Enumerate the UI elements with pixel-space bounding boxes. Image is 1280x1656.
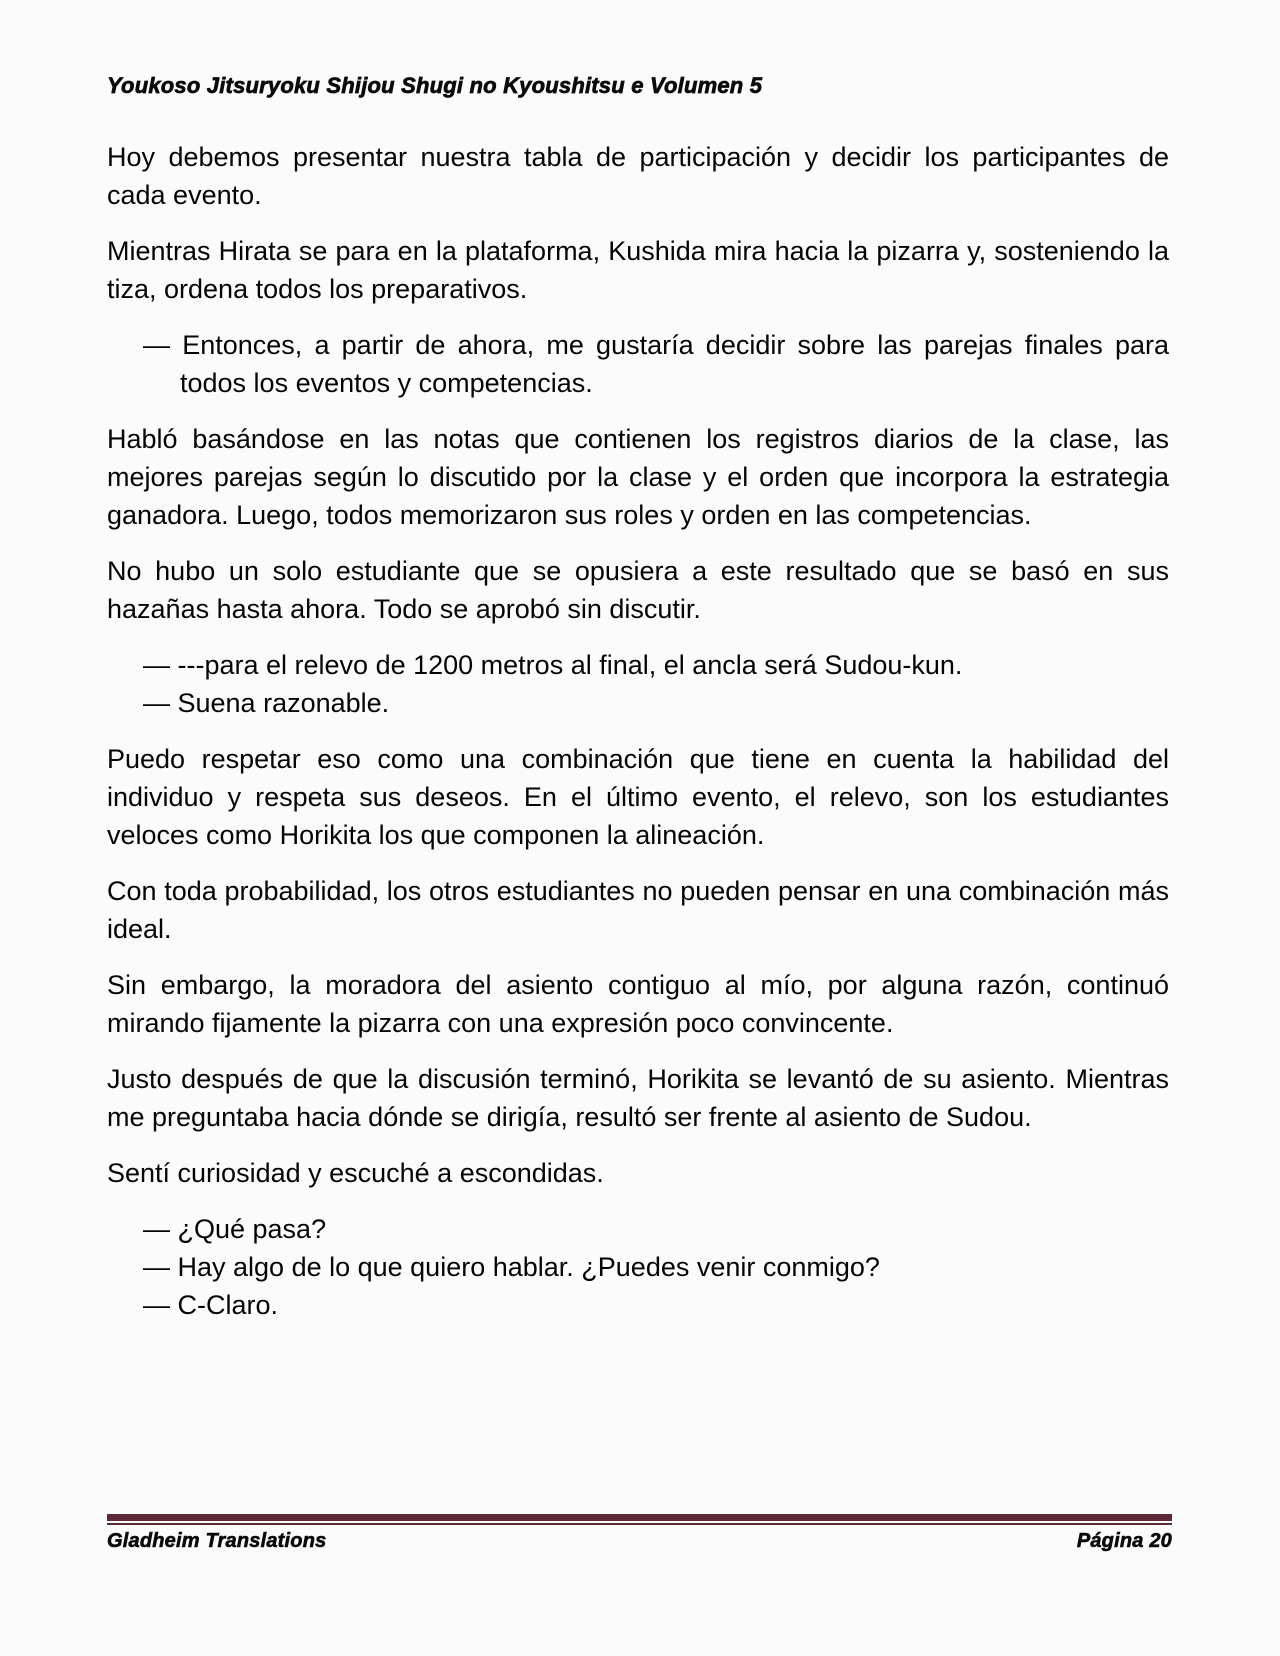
document-header-title: Youkoso Jitsuryoku Shijou Shugi no Kyoushitsu e Volumen 5: [107, 73, 763, 98]
paragraph: No hubo un solo estudiante que se opusiera a este resultado que se basó en sus hazañas hasta ahora. Todo se aprobó sin discutir.: [107, 556, 1169, 624]
dialogue-group: [107, 1210, 1169, 1324]
document-body: [107, 138, 1169, 1342]
paragraph: Sin embargo, la moradora del asiento contiguo al mío, por alguna razón, continuó mirando fijamente la pizarra con una expresión poco convincente.: [107, 970, 1169, 1038]
dialogue-line: — Hay algo de lo que quiero hablar. ¿Puedes venir conmigo?: [143, 1252, 880, 1282]
footer-rule-thick: [107, 1514, 1172, 1521]
dialogue-line: — C-Claro.: [143, 1290, 279, 1320]
dialogue-line: — ---para el relevo de 1200 metros al final, el ancla será Sudou-kun.: [143, 650, 963, 680]
paragraph: Justo después de que la discusión terminó, Horikita se levantó de su asiento. Mientras me preguntaba hacia dónde se dirigía, resultó ser frente al asiento de Sudou.: [107, 1064, 1169, 1132]
dialogue-group: [107, 646, 1169, 722]
paragraph: Mientras Hirata se para en la plataforma, Kushida mira hacia la pizarra y, sosteniendo la tiza, ordena todos los preparativos.: [107, 236, 1169, 304]
paragraph: Hoy debemos presentar nuestra tabla de participación y decidir los participantes de cada evento.: [107, 142, 1169, 210]
paragraph: Puedo respetar eso como una combinación que tiene en cuenta la habilidad del individuo y respeta sus deseos. En el último evento, el relevo, son los estudiantes veloces como Horikita los que componen la alineación.: [107, 744, 1169, 850]
document-footer: [107, 1514, 1172, 1553]
paragraph: Sentí curiosidad y escuché a escondidas.: [107, 1158, 604, 1188]
paragraph: Con toda probabilidad, los otros estudiantes no pueden pensar en una combinación más ideal.: [107, 876, 1169, 944]
translator-credit: Gladheim Translations: [107, 1530, 327, 1552]
paragraph: Habló basándose en las notas que contienen los registros diarios de la clase, las mejores parejas según lo discutido por la clase y el orden que incorpora la estrategia ganadora. Luego, todos memorizaron sus roles y orden en las competencias.: [107, 424, 1169, 530]
dialogue-line: — Suena razonable.: [143, 688, 390, 718]
dialogue-line: — ¿Qué pasa?: [143, 1214, 327, 1244]
page-number: Página 20: [1076, 1530, 1172, 1552]
footer-rule-thin: [107, 1523, 1172, 1525]
dialogue-paragraph: — Entonces, a partir de ahora, me gustaría decidir sobre las parejas finales para todos los eventos y competencias.: [143, 330, 1169, 398]
